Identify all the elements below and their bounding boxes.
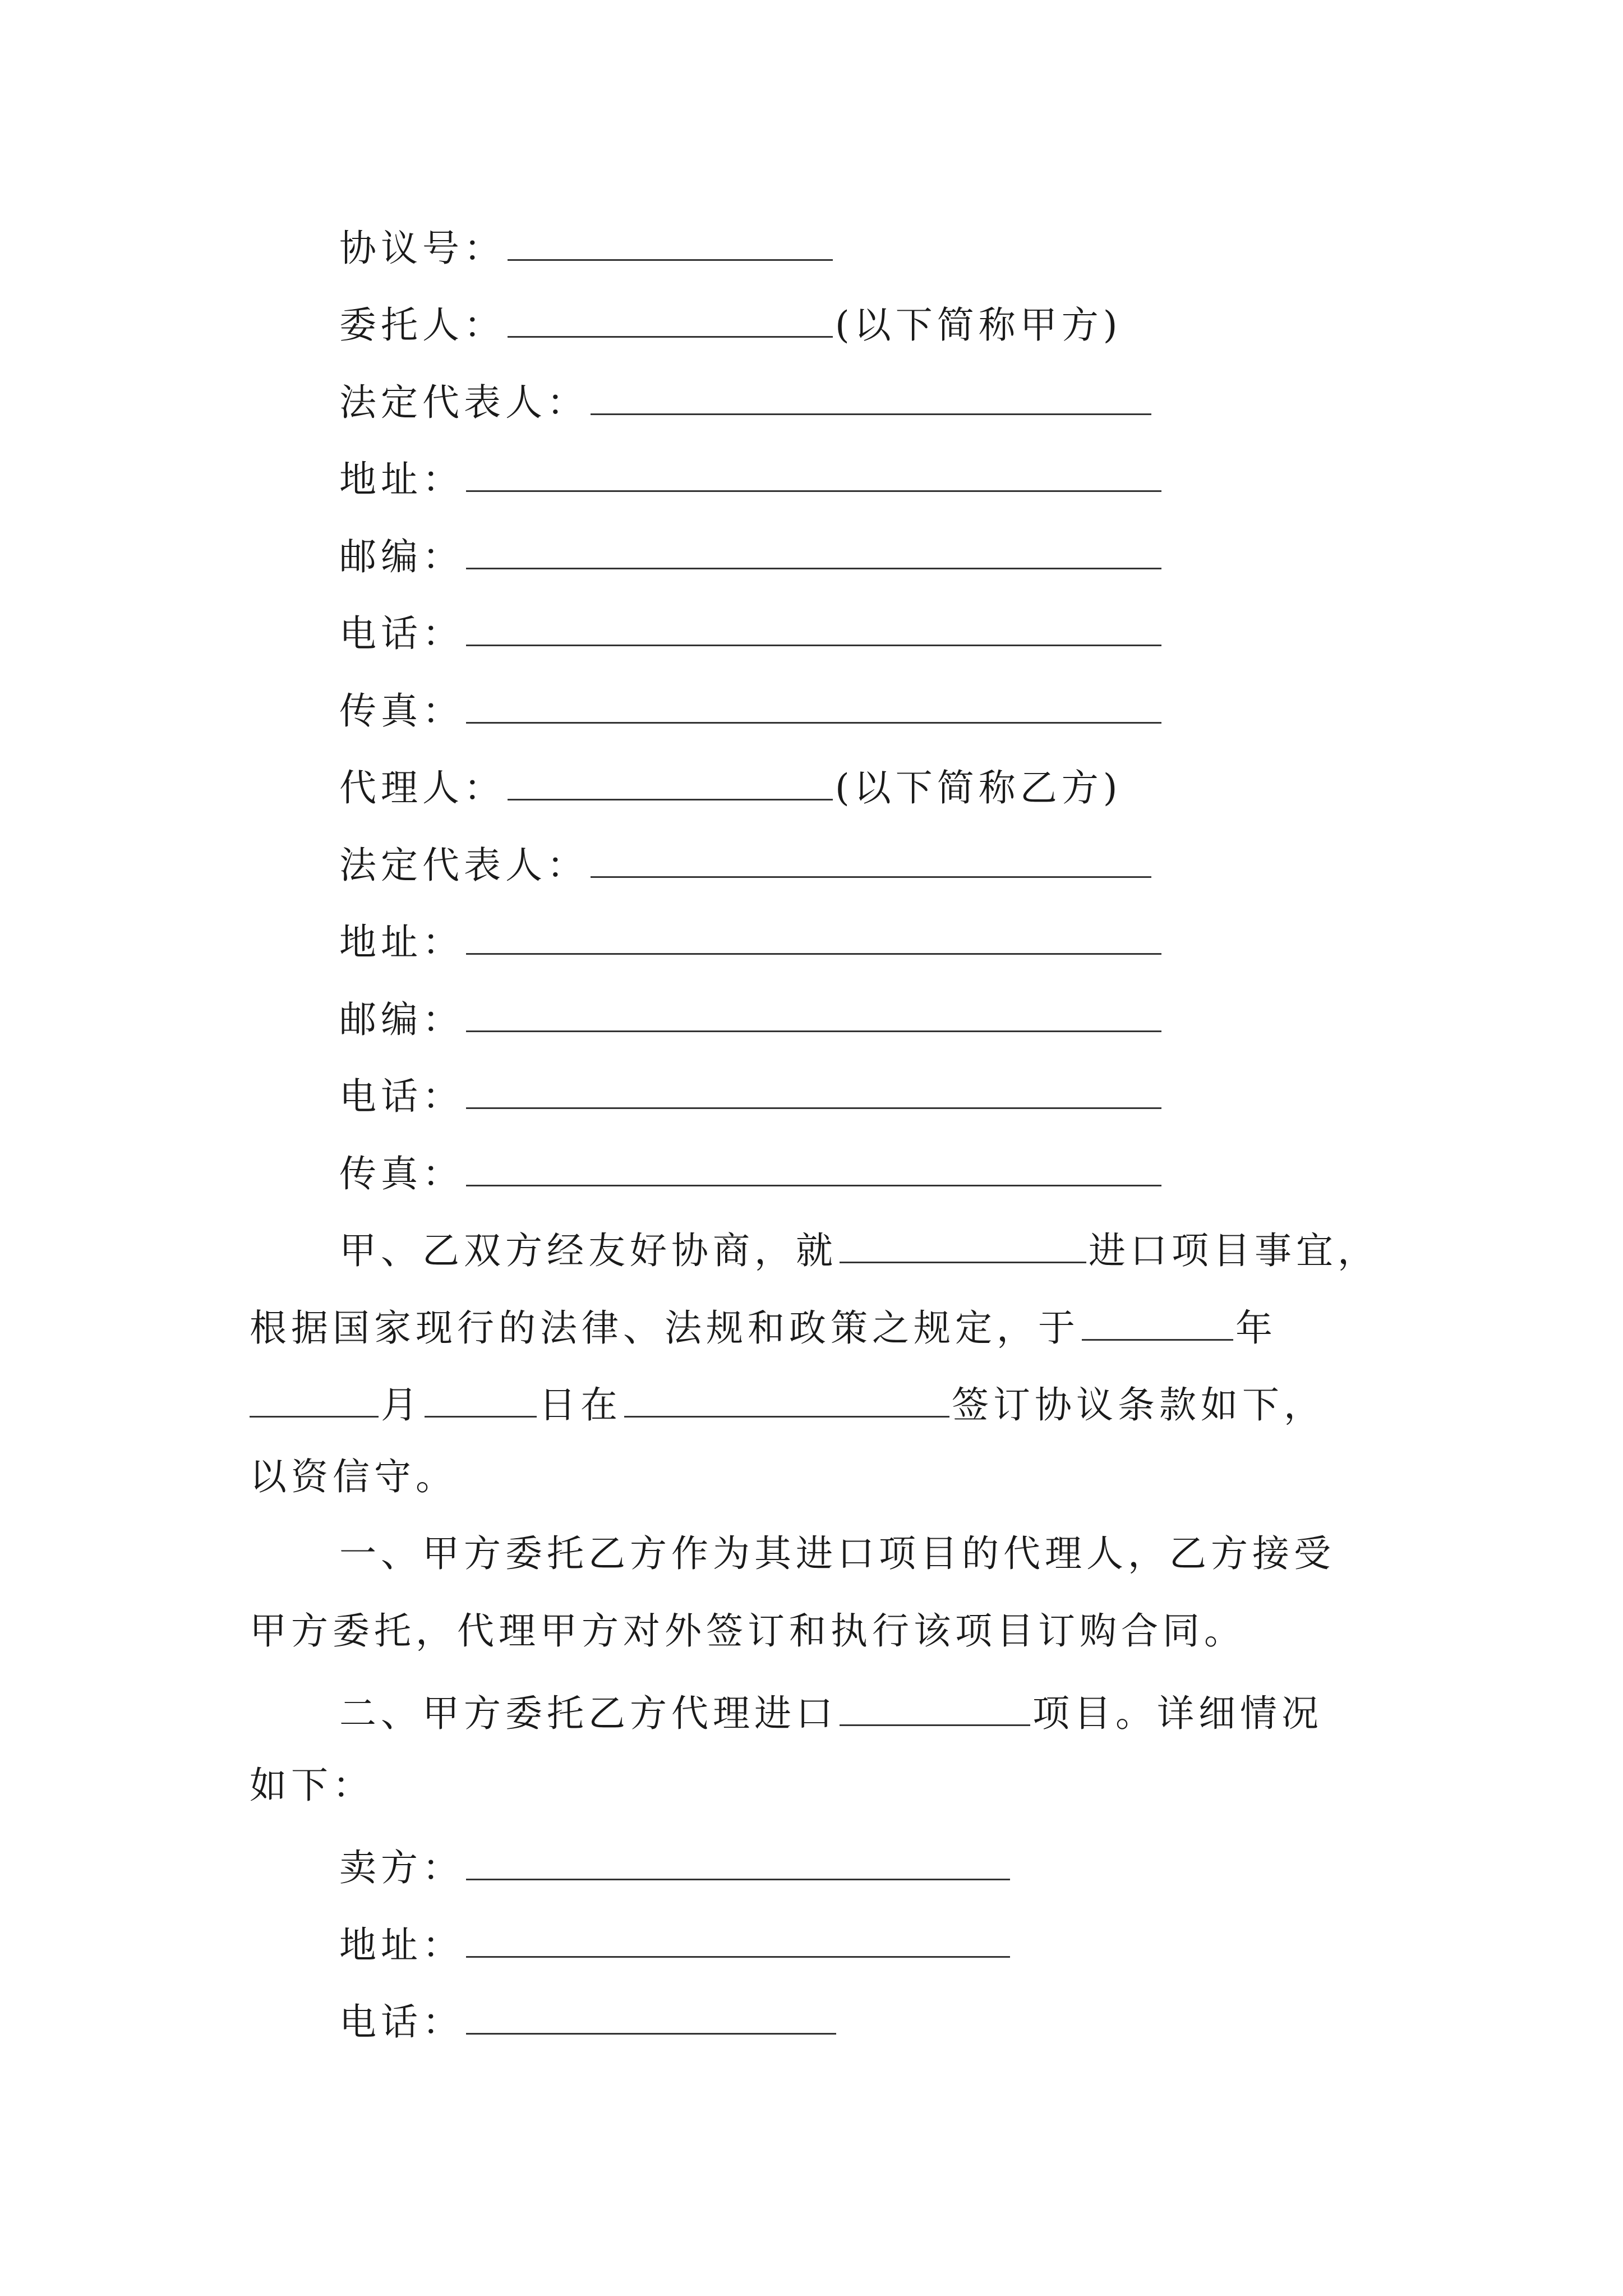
blank-line [466,1150,1161,1186]
paragraph-text: 如下： [250,1764,374,1807]
blank-line [466,918,1161,955]
blank-line [466,687,1161,724]
paragraph-text: 甲、乙双方经友好协商，就 [339,1229,837,1272]
blank-line [840,1690,1030,1726]
blank-line [466,610,1161,646]
clause-1-line-1 [339,1532,1388,1575]
field-label: 地址： [339,1924,464,1967]
blank-line [250,1381,379,1418]
blank-line [508,224,833,261]
blank-line [466,996,1161,1032]
field-agent-address [339,918,1164,964]
paragraph-text: 根据国家现行的法律、法规和政策之规定，于 [250,1306,1080,1350]
field-suffix: (以下简称乙方) [835,766,1122,809]
clause-1-line-2 [250,1609,1388,1653]
field-label: 法定代表人： [339,381,588,424]
paragraph-text: 年 [1235,1306,1277,1350]
blank-line [425,1381,537,1418]
field-agent-postcode [339,996,1164,1041]
blank-line [1082,1304,1233,1341]
clause-2-line-2 [250,1764,1388,1807]
blank-line [508,764,833,800]
preamble-line-3 [250,1381,1388,1427]
field-agreement-no [339,224,835,270]
field-label: 地址： [339,458,464,501]
paragraph-text: 月 [381,1383,422,1427]
field-principal-phone [339,610,1164,655]
paragraph-text: 以资信守。 [250,1455,457,1498]
field-agent-phone [339,1073,1164,1118]
blank-line [466,533,1161,569]
blank-line [466,1844,1010,1880]
paragraph-text: 一、甲方委托乙方作为其进口项目的代理人，乙方接受 [339,1532,1335,1575]
field-label: 传真： [339,689,464,733]
paragraph-text: 二、甲方委托乙方代理进口 [339,1692,837,1735]
field-principal-postcode [339,533,1164,576]
blank-line [591,841,1151,878]
field-agent-legal-rep [339,841,1154,887]
paragraph-text: 项目。详细情况 [1032,1692,1323,1735]
field-label: 邮编： [339,535,464,578]
blank-line [508,301,833,338]
paragraph-text: 签订协议条款如下， [952,1383,1325,1427]
clause-2-line-1 [339,1690,1388,1735]
field-label: 法定代表人： [339,844,588,887]
field-seller [339,1844,1012,1887]
paragraph-text: 进口项目事宜， [1089,1229,1379,1272]
preamble-line-1 [339,1227,1388,1272]
field-label: 代理人： [339,766,505,809]
field-label: 电话： [339,1075,464,1118]
field-seller-address [339,1921,1012,1967]
blank-line [466,1998,836,2035]
field-agent-fax [339,1150,1164,1193]
field-principal-legal-rep [339,379,1154,424]
field-principal [339,301,1122,347]
blank-line [840,1227,1086,1263]
blank-line [624,1381,949,1418]
field-label: 委托人： [339,303,505,347]
preamble-line-4 [250,1455,1388,1498]
field-label: 卖方： [339,1846,464,1889]
field-principal-address [339,455,1164,501]
field-label: 地址： [339,921,464,964]
field-suffix: (以下简称甲方) [835,303,1122,347]
field-agent [339,764,1122,807]
field-label: 电话： [339,612,464,655]
field-seller-phone [339,1998,838,2044]
field-label: 协议号： [339,227,505,270]
preamble-line-2 [250,1304,1388,1350]
blank-line [466,1921,1010,1958]
blank-line [591,379,1151,415]
paragraph-text: 日在 [539,1383,622,1427]
field-label: 电话： [339,2000,464,2044]
field-principal-fax [339,687,1164,733]
paragraph-text: 甲方委托，代理甲方对外签订和执行该项目订购合同。 [250,1609,1246,1653]
blank-line [466,455,1161,492]
field-label: 传真： [339,1152,464,1195]
blank-line [466,1073,1161,1109]
field-label: 邮编： [339,998,464,1041]
